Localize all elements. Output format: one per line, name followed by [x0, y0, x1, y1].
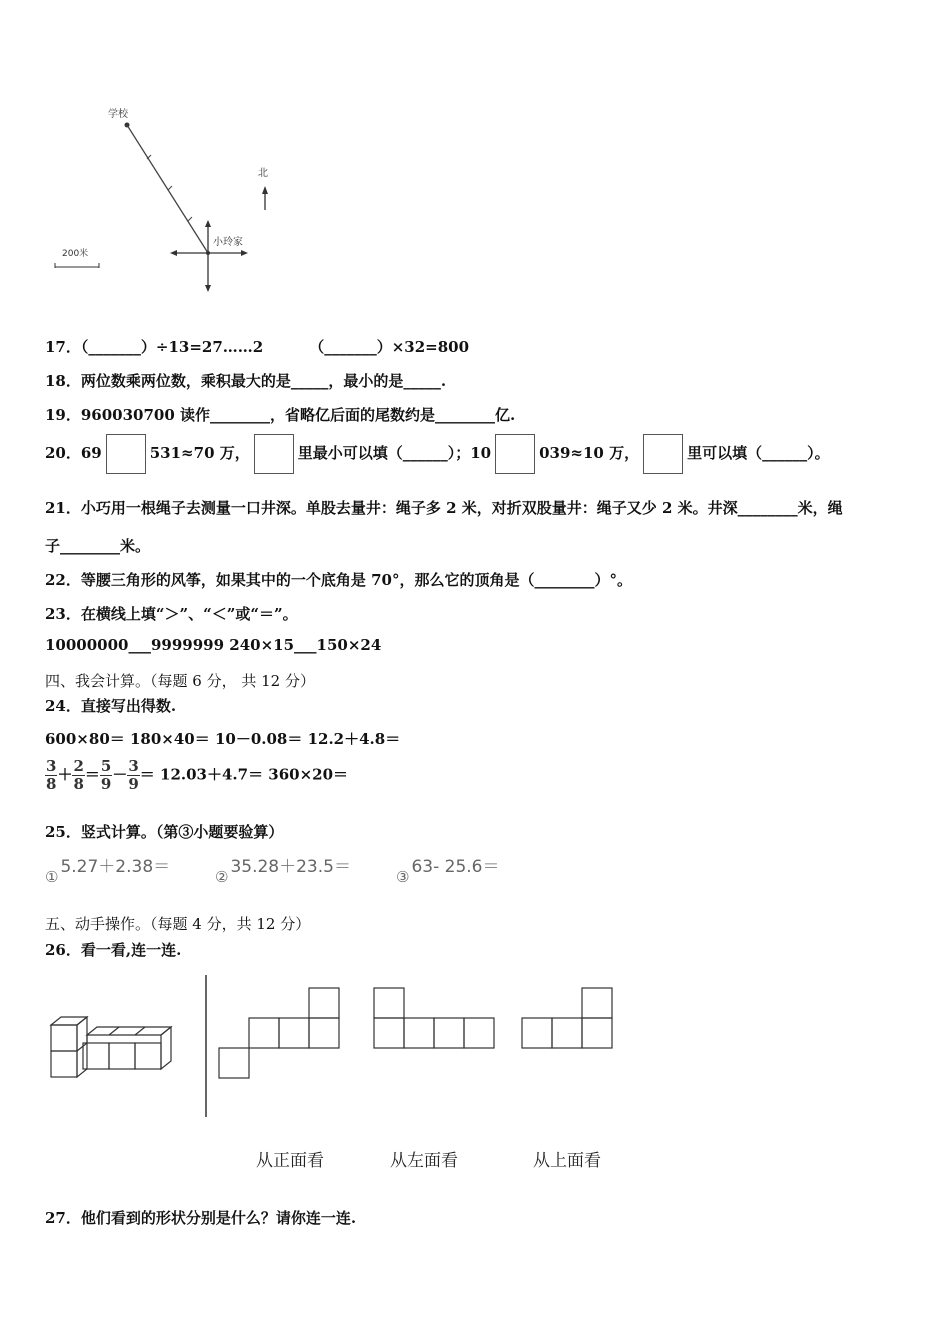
section-4-title: 四、我会计算。（每题 6 分， 共 12 分）: [45, 672, 315, 690]
scale-label: 200米: [62, 249, 89, 259]
view-shape-2: [374, 988, 494, 1048]
blank-box-1[interactable]: [106, 434, 146, 474]
solid-3d: [51, 1017, 171, 1077]
vertical-calc-3: ③ 63- 25.6＝: [396, 857, 500, 886]
arrow-south-icon: [205, 285, 211, 292]
home-label: 小玲家: [213, 237, 243, 248]
question-25: 25．竖式计算。（第③小题要验算）: [45, 823, 284, 841]
question-19: 19．960030700 读作________，省略亿后面的尾数约是________亿.: [45, 406, 516, 424]
question-23: 23．在横线上填“＞”、“＜”或“＝”。: [45, 605, 298, 623]
vertical-calc-1: ① 5.27＋2.38＝: [45, 857, 171, 886]
question-22: 22．等腰三角形的风筝，如果其中的一个底角是 70°，那么它的顶角是（________）°。: [45, 571, 632, 589]
question-24: 24．直接写出得数.: [45, 697, 177, 715]
question-21-line1: 21．小巧用一根绳子去测量一口井深。单股去量井：绳子多 2 米，对折双股量井：绳子又少 2 米。井深________米，绳: [45, 499, 843, 517]
question-23-expressions: 10000000___9999999 240×15___150×24: [45, 636, 382, 654]
view-shape-3: [522, 988, 612, 1048]
arrow-west-icon: [170, 250, 177, 256]
blank-box-4[interactable]: [643, 434, 683, 474]
school-path: [127, 125, 208, 253]
question-20: 20．69 531≈70 万， 里最小可以填（______）；10 039≈10 万， 里可以填（______）。: [45, 434, 830, 474]
fraction: $\frac{5}{9}$: [100, 757, 112, 793]
north-arrow-icon: [262, 186, 268, 194]
fraction: $\frac{3}{8}$: [46, 757, 57, 793]
section-5-title: 五、动手操作。（每题 4 分，共 12 分）: [45, 915, 311, 933]
cube-views-figure: [40, 970, 640, 1125]
arrow-east-icon: [241, 250, 248, 256]
tick-2: [168, 186, 172, 190]
question-21-line2: 子________米。: [45, 537, 151, 555]
vertical-calc-2: ② 35.28＋23.5＝: [215, 857, 351, 886]
view-shape-1: [219, 988, 339, 1078]
blank-box-3[interactable]: [495, 434, 535, 474]
question-24-row1: 600×80＝ 180×40＝ 10－0.08＝ 12.2＋4.8＝: [45, 730, 401, 748]
tick-3: [188, 217, 192, 221]
home-point: [206, 251, 210, 255]
fraction: $\frac{2}{8}$: [73, 757, 84, 793]
north-label: 北: [258, 168, 268, 179]
view-label-top: 从上面看: [533, 1151, 601, 1171]
question-27: 27．他们看到的形状分别是什么？请你连一连.: [45, 1209, 357, 1227]
question-18: 18．两位数乘两位数，乘积最大的是_____，最小的是_____.: [45, 372, 447, 390]
question-26: 26．看一看,连一连.: [45, 941, 182, 959]
fraction: $\frac{3}{9}$: [128, 757, 139, 793]
view-label-left: 从左面看: [390, 1151, 458, 1171]
arrow-north-icon: [205, 220, 211, 227]
school-label: 学校: [108, 109, 128, 120]
blank-box-2[interactable]: [254, 434, 294, 474]
question-24-row2: $\frac{3}{8}$ ＋ $\frac{2}{8}$ ＝ $\frac{5}{9}$ － $\frac{3}{9}$ ＝ 12.03＋4.7＝ 360×20＝: [46, 757, 349, 793]
question-17: 17．（_______）÷13=27……2 （_______）×32=800: [45, 338, 470, 356]
direction-map: [40, 100, 300, 300]
view-label-front: 从正面看: [256, 1151, 324, 1171]
